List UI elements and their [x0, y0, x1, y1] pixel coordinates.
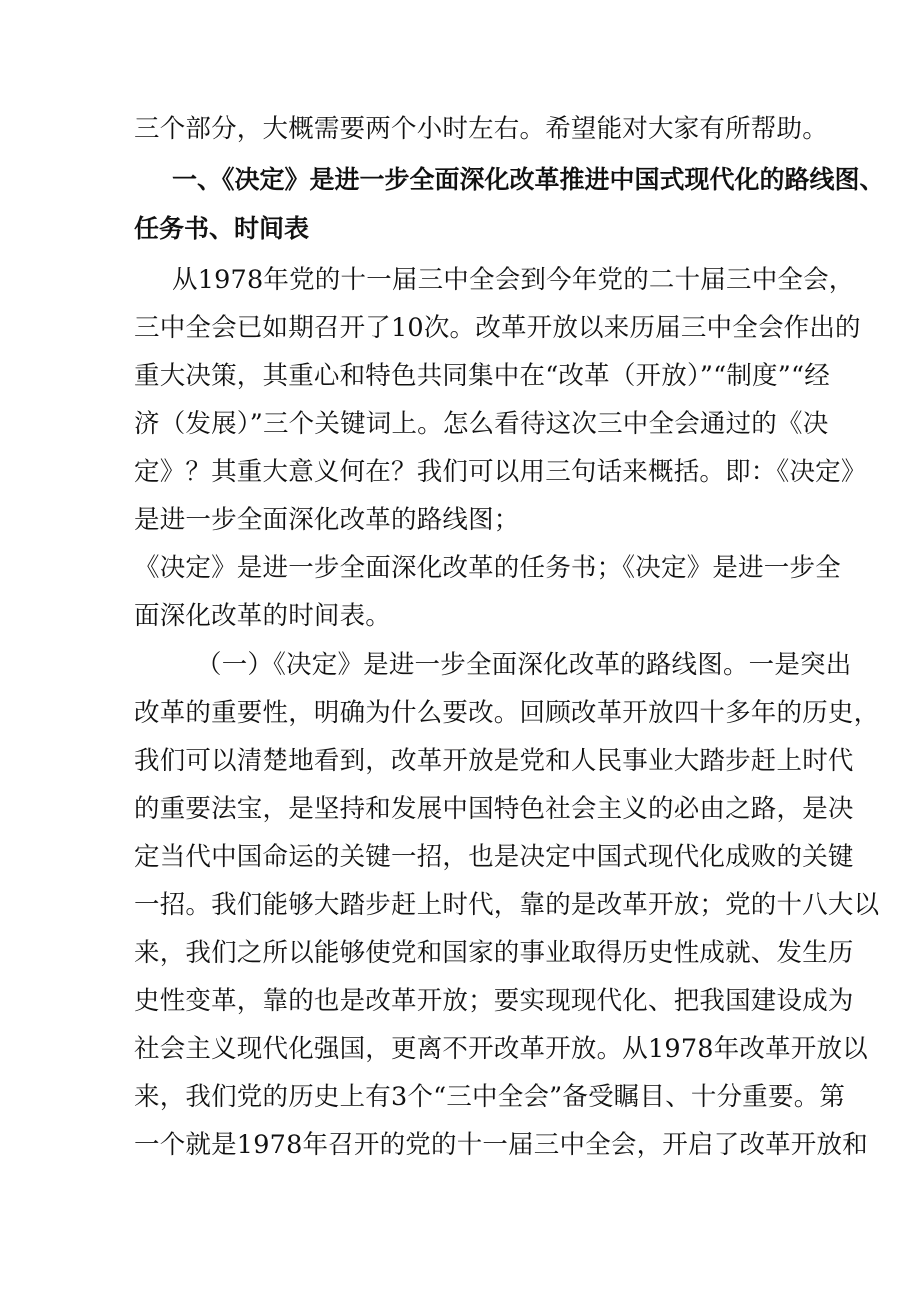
- body-text-line: 一个就是1978年召开的党的十一届三中全会，开启了改革开放和: [134, 1130, 868, 1160]
- body-text-line: 济（发展）”三个关键词上。怎么看待这次三中全会通过的《决: [134, 409, 829, 439]
- body-text-line: 一招。我们能够大踏步赶上时代，靠的是改革开放；党的十八大以: [134, 890, 880, 920]
- body-text-line: 定》？其重大意义何在？我们可以用三句话来概括。即：《决定》: [134, 457, 867, 487]
- body-text-line: 面深化改革的时间表。: [134, 601, 392, 631]
- body-text-line: 定当代中国命运的关键一招，也是决定中国式现代化成败的关键: [134, 842, 854, 872]
- body-text-line: 重大决策，其重心和特色共同集中在“改革（开放）”“制度”“经: [134, 361, 830, 391]
- body-text-line: 是进一步全面深化改革的路线图；: [134, 505, 520, 535]
- section-heading-line: 任务书、时间表: [134, 214, 310, 243]
- body-text-line: 我们可以清楚地看到，改革开放是党和人民事业大踏步赶上时代: [134, 746, 854, 776]
- body-text-line: 的重要法宝，是坚持和发展中国特色社会主义的必由之路，是决: [134, 794, 854, 824]
- body-text-line: 社会主义现代化强国，更离不开改革开放。从1978年改革开放以: [134, 1034, 868, 1064]
- body-text-line: 改革的重要性，明确为什么要改。回顾改革开放四十多年的历史，: [134, 698, 880, 728]
- body-text-line: 三中全会已如期召开了10次。改革开放以来历届三中全会作出的: [134, 313, 861, 343]
- body-text-line: 来，我们之所以能够使党和国家的事业取得历史性成就、发生历: [134, 938, 854, 968]
- body-text-line: 《决定》是进一步全面深化改革的任务书；《决定》是进一步全: [134, 553, 841, 583]
- body-text-line: 来，我们党的历史上有3个“三中全会”备受瞩目、十分重要。第: [134, 1082, 846, 1112]
- body-text-line: 史性变革，靠的也是改革开放；要实现现代化、把我国建设成为: [134, 986, 854, 1016]
- body-text-line: 从1978年党的十一届三中全会到今年党的二十届三中全会，: [172, 265, 855, 295]
- section-heading-line: 一、《决定》是进一步全面深化改革推进中国式现代化的路线图、: [172, 165, 885, 194]
- body-text-line: 三个部分，大概需要两个小时左右。希望能对大家有所帮助。: [134, 114, 828, 144]
- subsection-text-line: （一）《决定》是进一步全面深化改革的路线图。一是突出: [196, 650, 852, 680]
